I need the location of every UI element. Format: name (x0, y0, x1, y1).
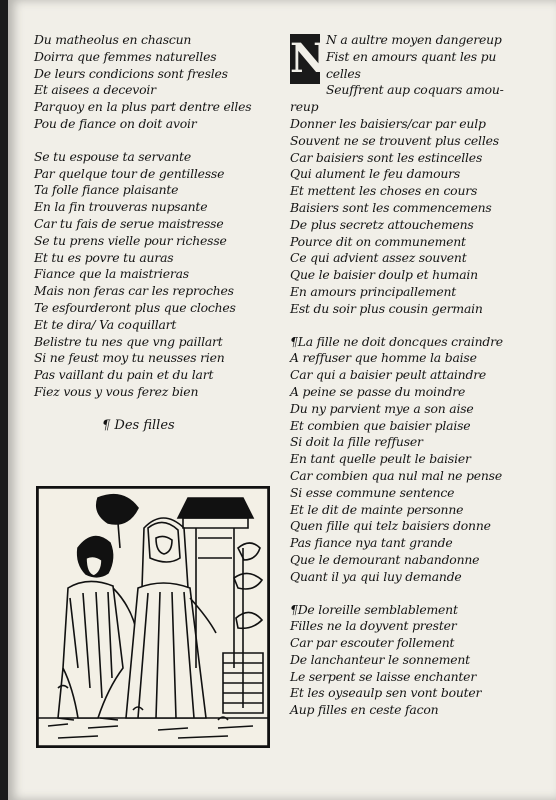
verse-line: Seuffrent aup coquars amou- (326, 82, 504, 98)
verse-line: Quen fille qui telz baisiers donne (290, 518, 491, 534)
verse-line: Se tu prens vielle pour richesse (34, 232, 227, 248)
verse-line: Donner les baisiers/car par eulp (290, 115, 486, 131)
verse-line (290, 334, 540, 351)
verse-line: Pou de fiance on doit avoir (34, 115, 197, 131)
verse-line: Pas vaillant du pain et du lart (34, 367, 214, 383)
verse-line: Car combien qua nul mal ne pense (290, 467, 502, 483)
verse-line: Se tu espouse ta servante (34, 148, 191, 164)
verse-line: Si ne feust moy tu neusses rien (34, 350, 225, 366)
verse-line: Souvent ne se trouvent plus celles (290, 132, 499, 148)
book-page (8, 0, 556, 800)
paragraph-mark-icon: ¶ (290, 333, 298, 349)
verse-line: Pource dit on communement (290, 233, 466, 249)
woodcut-illustration (36, 486, 270, 748)
verse-line: Ta folle fiance plaisante (34, 182, 179, 198)
verse-line: En amours principallement (290, 283, 457, 299)
left-verse-block-1 (34, 32, 264, 133)
verse-line: Que le baisier doulp et humain (290, 267, 478, 283)
verse-line: Et tu es povre tu auras (34, 249, 174, 265)
verse-line: De leurs condicions sont fresles (34, 65, 228, 81)
verse-line: Doirra que femmes naturelles (34, 48, 217, 64)
right-verse-block-2 (290, 334, 540, 586)
verse-line: Et te dira/ Va coquillart (34, 316, 177, 332)
verse-line: Et aisees a decevoir (34, 82, 156, 98)
verse-line: Et combien que baisier plaise (290, 417, 471, 433)
verse-line: Si doit la fille reffuser (290, 434, 423, 450)
verse-line: Car qui a baisier peult attaindre (290, 367, 487, 383)
verse-line: En la fin trouveras nupsante (34, 199, 208, 215)
paragraph-mark-icon: ¶ (102, 418, 111, 433)
verse-line: Quant il ya qui luy demande (290, 568, 462, 584)
verse-line: Pas fiance nya tant grande (290, 535, 453, 551)
verse-line: Fiance que la maistrieras (34, 266, 189, 282)
right-column (290, 32, 540, 719)
verse-line: Fist en amours quant les pu (326, 48, 497, 64)
verse-line: Qui alument le feu damours (290, 166, 461, 182)
verse-line: Du ny parvient mye a son aise (290, 400, 474, 416)
verse-line: Car par escouter follement (290, 635, 455, 651)
verse-line: Parquoy en la plus part dentre elles (34, 99, 252, 115)
verse-line: Et le dit de mainte personne (290, 501, 464, 517)
right-verse-block-1 (290, 32, 540, 318)
verse-line: celles (326, 65, 361, 81)
verse-line: Mais non feras car les reproches (34, 283, 234, 299)
verse-line: N a aultre moyen dangereup (326, 32, 502, 47)
verse-line: En tant quelle peult le baisier (290, 451, 471, 467)
verse-line: De lanchanteur le sonnement (290, 651, 470, 667)
left-verse-block-2 (34, 149, 264, 401)
verse-line: reup (290, 99, 319, 115)
verse-line: Te esfourderont plus que cloches (34, 299, 236, 315)
drop-cap-initial: N (290, 35, 327, 82)
verse-line-text: De loreille semblablement (297, 601, 458, 617)
verse-line: Le serpent se laisse enchanter (290, 668, 477, 684)
verse-line: Belistre tu nes que vng paillart (34, 333, 223, 349)
verse-line: Car tu fais de serue maistresse (34, 215, 224, 231)
verse-line: Du matheolus en chascun (34, 32, 192, 47)
paragraph-mark-icon: ¶ (290, 601, 298, 617)
verse-line: A reffuser que homme la baise (290, 350, 477, 366)
verse-line: Par quelque tour de gentillesse (34, 165, 225, 181)
verse-line: Car baisiers sont les estincelles (290, 149, 483, 165)
verse-line: Que le demourant nabandonne (290, 551, 480, 567)
verse-line: De plus secretz attouchemens (290, 216, 474, 232)
verse-line-text: La fille ne doit doncques craindre (297, 333, 503, 349)
verse-line: Fiez vous y vous ferez bien (34, 383, 199, 399)
woodcut-image (38, 488, 268, 746)
verse-line: Ce qui advient assez souvent (290, 250, 467, 266)
section-heading-des-filles: ¶ Des filles (102, 418, 175, 433)
verse-line (290, 602, 540, 619)
verse-line: Si esse commune sentence (290, 484, 455, 500)
left-column (34, 32, 264, 401)
verse-line: Est du soir plus cousin germain (290, 300, 483, 316)
verse-line: A peine se passe du moindre (290, 383, 466, 399)
verse-line: Et les oyseaulp sen vont bouter (290, 685, 482, 701)
verse-line: Aup filles en ceste facon (290, 702, 439, 718)
verse-line: Et mettent les choses en cours (290, 183, 478, 199)
right-verse-block-3 (290, 602, 540, 720)
verse-line: Baisiers sont les commencemens (290, 199, 492, 215)
verse-line: Filles ne la doyvent prester (290, 618, 457, 634)
